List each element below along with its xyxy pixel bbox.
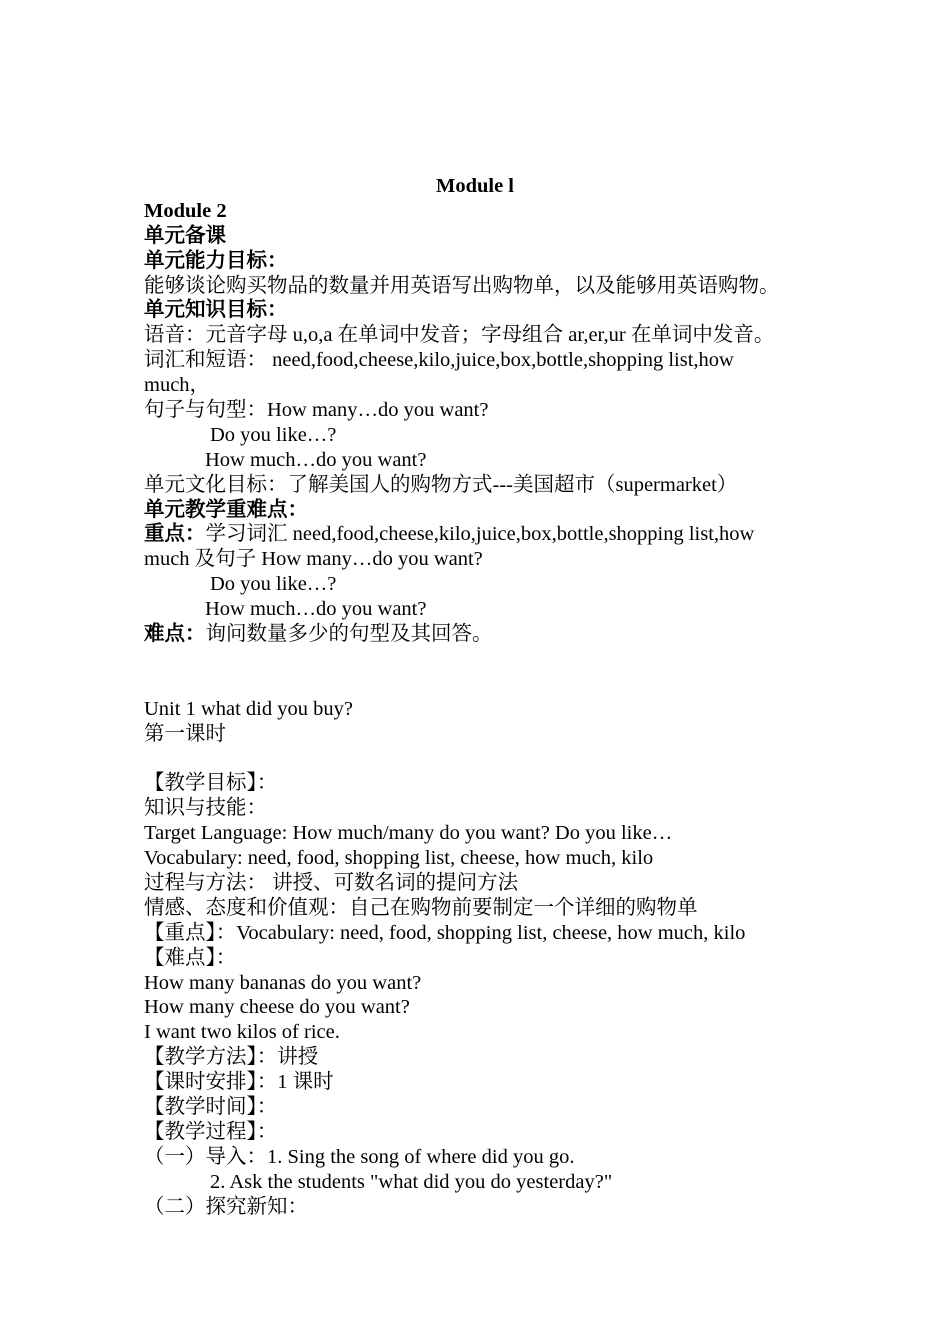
procedure-step-2: （二）探究新知： (144, 1195, 308, 1218)
ability-goal-text: 能够谈论购买物品的数量并用英语写出购物单，以及能够用英语购物。 (144, 274, 780, 297)
vocabulary-line: Vocabulary: need, food, shopping list, cheese, how much, kilo (144, 847, 654, 870)
target-language: Target Language: How much/many do you want? Do you like… (144, 822, 673, 845)
sentence-pattern-3: How much…do you want? (205, 448, 427, 471)
procedure-step-1-item-2: 2. Ask the students "what did you do yesterday?" (210, 1170, 613, 1193)
difficulty-example-3: I want two kilos of rice. (144, 1021, 340, 1044)
key-points-line: 【重点】：Vocabulary: need, food, shopping list, cheese, how much, kilo (144, 921, 746, 944)
objectives-label: 【教学目标】： (144, 772, 278, 795)
key-point-line-2: much 及句子 How many…do you want? (144, 548, 483, 571)
difficulty-example-1: How many bananas do you want? (144, 971, 422, 994)
difficulty-label: 难点： (144, 623, 206, 646)
difficulty-line (144, 622, 824, 647)
key-point-text: 学习词汇 need,food,cheese,kilo,juice,box,bottle,shopping list,how (205, 523, 755, 546)
difficulty-text: 询问数量多少的句型及其回答。 (205, 623, 493, 646)
blank-line (144, 647, 824, 672)
knowledge-skills-label: 知识与技能： (144, 797, 267, 820)
teaching-procedure: 【教学过程】： (144, 1120, 278, 1143)
key-difficulty-label: 单元教学重难点： (144, 498, 308, 521)
unit-title: Unit 1 what did you buy? (144, 697, 353, 720)
ability-goal-label: 单元能力目标： (144, 249, 288, 272)
difficulty-example-2: How many cheese do you want? (144, 996, 410, 1019)
lesson-label: 第一课时 (144, 722, 226, 745)
lesson-schedule: 【课时安排】：1 课时 (144, 1071, 334, 1094)
phonics-text: 语音：元音字母 u,o,a 在单词中发音；字母组合 ar,er,ur 在单词中发音。 (144, 324, 775, 347)
key-point-label: 重点： (144, 523, 206, 546)
key-sentence-3: How much…do you want? (205, 598, 427, 621)
teaching-time: 【教学时间】： (144, 1095, 278, 1118)
key-point-line-1 (144, 522, 824, 547)
key-sentence-2: Do you like…? (210, 573, 337, 596)
sentence-pattern-2: Do you like…? (210, 423, 337, 446)
vocab-line-1: 词汇和短语： need,food,cheese,kilo,juice,box,bottle,shopping list,how (144, 349, 734, 372)
difficulties-label: 【难点】： (144, 946, 237, 969)
sentence-pattern-1: 句子与句型：How many…do you want? (144, 399, 489, 422)
teaching-method: 【教学方法】：讲授 (144, 1046, 319, 1069)
process-method: 过程与方法： 讲授、可数名词的提问方法 (144, 871, 519, 894)
blank-line (144, 672, 824, 697)
emotion-values: 情感、态度和价值观：自己在购物前要制定一个详细的购物单 (144, 896, 698, 919)
document-title: Module l (435, 175, 515, 197)
vocab-line-2: much， (144, 374, 211, 397)
knowledge-goal-label: 单元知识目标： (144, 299, 288, 322)
module-heading: Module 2 (144, 199, 227, 222)
procedure-step-1: （一）导入：1. Sing the song of where did you go. (144, 1145, 575, 1168)
culture-goal-text: 单元文化目标：了解美国人的购物方式---美国超市（supermarket） (144, 473, 738, 496)
blank-line (144, 746, 824, 771)
unit-prep-heading: 单元备课 (144, 224, 226, 247)
document-page (144, 174, 824, 1219)
